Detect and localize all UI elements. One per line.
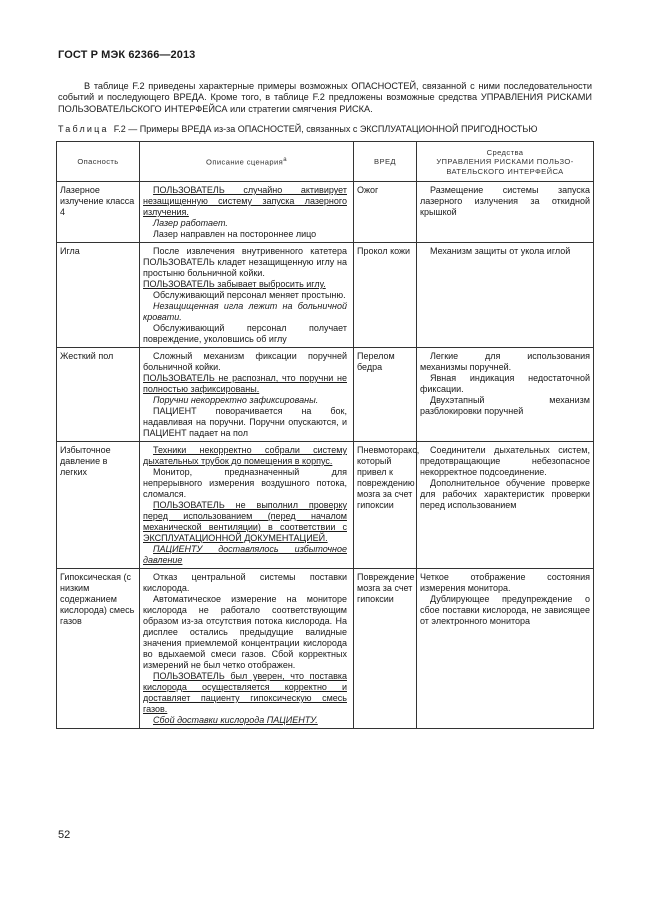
table-row (57, 243, 594, 348)
header-control-line2: УПРАВЛЕНИЯ РИСКАМИ ПОЛЬЗО- (436, 157, 574, 167)
scenario-line: Техники некорректно собрали систему дыхательных трубок до помещения в корпус. (143, 445, 347, 466)
header-control-line1: Средства (486, 147, 524, 157)
cell-hazard: Жесткий пол (57, 348, 140, 442)
header-scenario (140, 142, 354, 182)
scenario-line: ПОЛЬЗОВАТЕЛЬ не распознал, что поручни не полностью зафиксированы. (143, 373, 347, 394)
table-row (57, 182, 594, 243)
control-line: Четкое отображение состояния измерения монитора. (420, 572, 590, 593)
cell-scenario (140, 243, 354, 348)
cell-hazard: Избыточное давление в легких (57, 442, 140, 569)
cell-scenario (140, 569, 354, 729)
cell-hazard: Гипоксическая (с низким содержанием кислорода) смесь газов (57, 569, 140, 729)
cell-control (417, 243, 594, 348)
scenario-line: ПОЛЬЗОВАТЕЛЬ случайно активирует незащищенную систему запуска лазерного излучения. (143, 185, 347, 217)
control-line: Легкие для использования механизмы поручней. (420, 351, 590, 372)
scenario-line: Монитор, предназначенный для непрерывного измерения воздушного потока, сломался. (143, 467, 347, 499)
cell-harm: Перелом бедра (354, 348, 417, 442)
cell-hazard: Игла (57, 243, 140, 348)
control-line: Дополнительное обучение проверке для рабочих характеристик проверки перед использованием (420, 478, 590, 510)
scenario-line: ПОЛЬЗОВАТЕЛЬ забывает выбросить иглу. (143, 279, 326, 289)
header-hazard: Опасность (57, 142, 140, 182)
scenario-line: Сложный механизм фиксации поручней больничной койки. (143, 351, 347, 372)
scenario-line: Лазер работает. (153, 218, 228, 228)
footnote-mark: a (283, 157, 287, 164)
table-header-row (57, 142, 594, 182)
scenario-line: Отказ центральной системы поставки кислорода. (143, 572, 347, 593)
scenario-line: ПАЦИЕНТУ доставлялось избыточное давление (143, 544, 347, 565)
control-line: Механизм защиты от укола иглой (430, 246, 571, 256)
scenario-line: Автоматическое измерение на мониторе кислорода не работало соответствующим образом из-за отсутствия потока кислорода. На дисплее остались предыдущие валидные значения приемлемой концентрации кислорода во вдыхаемой смеси газов. Сбой корректных измерений не был четко отображен. (143, 594, 347, 670)
header-control-line3: ВАТЕЛЬСКОГО ИНТЕРФЕЙСА (446, 166, 564, 176)
cell-harm: Пневмоторакс, который привел к повреждению мозга за счет гипоксии (354, 442, 417, 569)
cell-hazard: Лазерное излучение класса 4 (57, 182, 140, 243)
cell-harm: Повреждение мозга за счет гипоксии (354, 569, 417, 729)
control-line: Двухэтапный механизм разблокировки поручней (420, 395, 590, 416)
cell-control (417, 569, 594, 729)
page-number: 52 (58, 829, 71, 841)
cell-scenario (140, 182, 354, 243)
scenario-line: ПОЛЬЗОВАТЕЛЬ был уверен, что поставка кислорода осуществляется корректно и доставляет пациенту гипоксическую смесь газов. (143, 671, 347, 714)
scenario-line: ПАЦИЕНТ поворачивается на бок, надавливая на поручни. Поручни опускаются, и ПАЦИЕНТ падает на пол (143, 406, 347, 438)
scenario-line: ПОЛЬЗОВАТЕЛЬ не выполнил проверку перед использованием (перед началом механической вентиляции) в соответствии с ЭКСПЛУАТАЦИОННОЙ ДОКУМЕНТАЦИЕЙ. (143, 500, 347, 543)
scenario-line: Сбой доставки кислорода ПАЦИЕНТУ. (153, 715, 318, 725)
cell-harm: Прокол кожи (354, 243, 417, 348)
cell-scenario (140, 348, 354, 442)
cell-control (417, 182, 594, 243)
header-scenario-text: Описание сценария (206, 158, 284, 168)
cell-control (417, 442, 594, 569)
table-caption (58, 124, 598, 134)
control-line: Явная индикация недостаточной фиксации. (420, 373, 590, 394)
scenario-line: После извлечения внутривенного катетера ПОЛЬЗОВАТЕЛЬ кладет незащищенную иглу на простыню больничной койки. (143, 246, 347, 278)
intro-paragraph: В таблице F.2 приведены характерные примеры возможных ОПАСНОСТЕЙ, связанной с ними последовательности событий и последующего ВРЕДА. Кроме того, в таблице F.2 предложены возможные средства УПРАВЛЕНИЯ РИСКАМИ ПОЛЬЗОВАТЕЛЬСКОГО ИНТЕРФЕЙСА или стратегии смягчения РИСКА. (58, 81, 592, 114)
header-control (417, 142, 594, 182)
control-line: Соединители дыхательных систем, предотвращающие небезопасное некорректное подсоединение. (420, 445, 590, 477)
table-row (57, 442, 594, 569)
cell-control (417, 348, 594, 442)
header-harm: ВРЕД (354, 142, 417, 182)
cell-scenario (140, 442, 354, 569)
scenario-line: Лазер направлен на постороннее лицо (153, 229, 317, 239)
scenario-line: Поручни некорректно зафиксированы. (153, 395, 319, 405)
scenario-line: Обслуживающий персонал меняет простыню. (153, 290, 346, 300)
scenario-line: Обслуживающий персонал получает повреждение, уколовшись об иглу (143, 323, 347, 344)
scenario-line: Незащищенная игла лежит на больничной кровати. (143, 301, 347, 322)
hazard-table (56, 141, 594, 729)
document-header: ГОСТ Р МЭК 62366—2013 (58, 49, 196, 61)
table-row (57, 569, 594, 729)
caption-label: Таблица (58, 124, 109, 134)
control-line: Дублирующее предупреждение о сбое поставки кислорода, не зависящее от электронного монитора (420, 594, 590, 626)
cell-harm: Ожог (354, 182, 417, 243)
caption-text: F.2 — Примеры ВРЕДА из-за ОПАСНОСТЕЙ, связанных с ЭКСПЛУАТАЦИОННОЙ ПРИГОДНОСТЬЮ (113, 124, 538, 134)
table-row (57, 348, 594, 442)
control-line: Размещение системы запуска лазерного излучения за откидной крышкой (420, 185, 590, 217)
